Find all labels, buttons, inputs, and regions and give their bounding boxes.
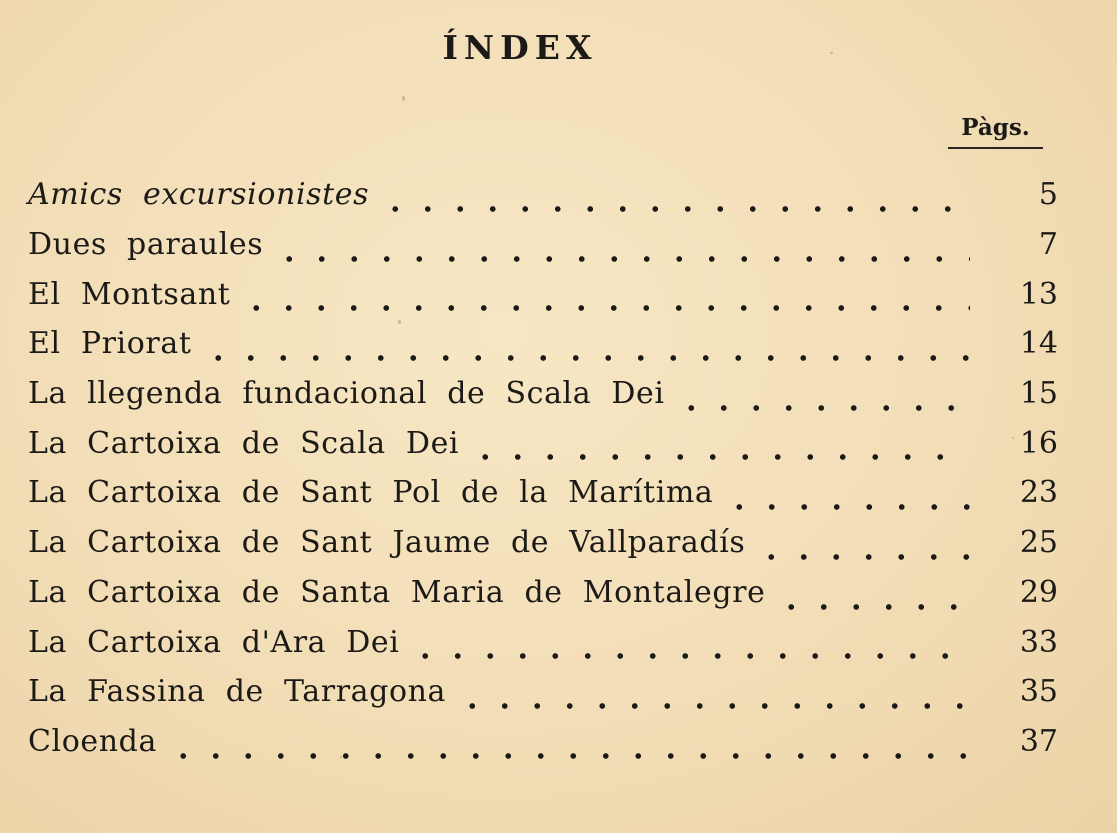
- toc-entry-page: 16: [1019, 425, 1058, 461]
- toc-entry-page: 29: [1019, 574, 1058, 610]
- toc-entry[interactable]: [28, 518, 1058, 568]
- dot-leader: [273, 220, 970, 270]
- toc-entry[interactable]: [28, 170, 1058, 220]
- toc-entry[interactable]: [28, 369, 1058, 419]
- dot-leader: [469, 418, 970, 468]
- toc-entry-title: La Cartoixa de Santa Maria de Montalegre: [28, 574, 766, 610]
- toc-entry-title: La Cartoixa de Sant Pol de la Marítima: [28, 475, 714, 511]
- toc-entry[interactable]: [28, 568, 1058, 618]
- toc-entry-title: La llegenda fundacional de Scala Dei: [28, 376, 665, 412]
- toc-entry-title: La Cartoixa d'Ara Dei: [28, 624, 400, 660]
- toc-entry-title: La Cartoixa de Scala Dei: [28, 425, 460, 461]
- dot-leader: [379, 170, 970, 220]
- toc-entry-title: La Fassina de Tarragona: [28, 674, 447, 710]
- toc-entry-page: 13: [1019, 276, 1058, 312]
- dot-leader: [456, 667, 970, 717]
- toc-entry[interactable]: [28, 269, 1058, 319]
- dot-leader: [202, 319, 971, 369]
- dot-leader: [675, 369, 970, 419]
- toc-entry[interactable]: [28, 418, 1058, 468]
- toc-entry-page: 33: [1019, 624, 1058, 660]
- toc-entry-page: 15: [1019, 376, 1058, 412]
- toc-entry-page: 35: [1019, 674, 1058, 710]
- toc-entry[interactable]: [28, 617, 1058, 667]
- dot-leader: [167, 717, 970, 767]
- toc-entry-title: La Cartoixa de Sant Jaume de Vallparadís: [28, 525, 746, 561]
- toc-entry-page: 37: [1019, 723, 1058, 759]
- table-of-contents: [28, 170, 1058, 766]
- toc-entry-title: Cloenda: [28, 723, 157, 759]
- pages-column-header: Pàgs.: [948, 114, 1043, 149]
- toc-entry-page: 25: [1019, 525, 1058, 561]
- dot-leader: [409, 617, 970, 667]
- toc-entry[interactable]: [28, 468, 1058, 518]
- toc-entry-title: El Priorat: [28, 326, 192, 362]
- toc-entry-page: 7: [1038, 227, 1058, 263]
- dot-leader: [723, 468, 970, 518]
- toc-entry-title: Dues paraules: [28, 227, 264, 263]
- dot-leader: [775, 568, 970, 618]
- toc-entry[interactable]: [28, 220, 1058, 270]
- toc-entry[interactable]: [28, 319, 1058, 369]
- toc-entry[interactable]: [28, 717, 1058, 767]
- paper-speck: [402, 96, 405, 101]
- dot-leader: [755, 518, 970, 568]
- index-title: ÍNDEX: [442, 28, 598, 67]
- toc-entry-page: 5: [1038, 177, 1058, 213]
- toc-entry-title: El Montsant: [28, 276, 231, 312]
- toc-entry-title: Amics excursionistes: [28, 177, 370, 213]
- toc-entry-page: 23: [1019, 475, 1058, 511]
- toc-entry-page: 14: [1019, 326, 1058, 362]
- toc-entry[interactable]: [28, 667, 1058, 717]
- dot-leader: [240, 269, 970, 319]
